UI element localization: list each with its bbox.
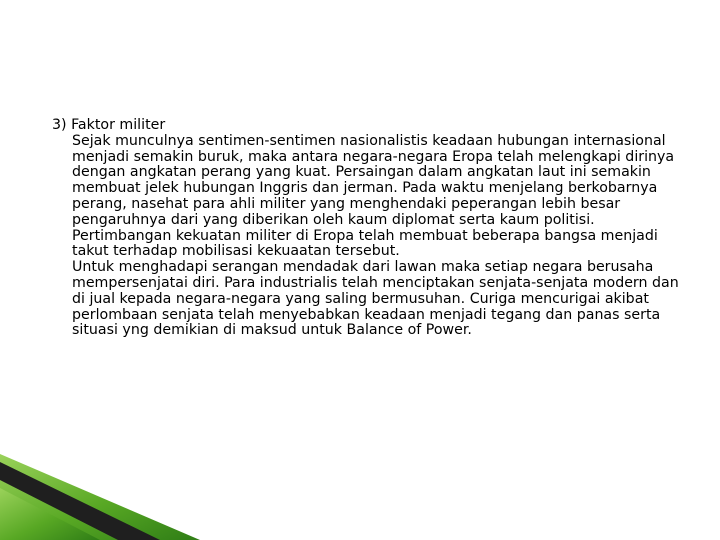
paragraph-2: Untuk menghadapi serangan mendadak dari lawan maka setiap negara berusaha mempersenjatai diri. Para industrialis telah menciptakan senjata-senjata modern dan di jual kepada negara-negara yang saling bermusuhan. Curiga mencurigai akibat perlombaan senjata telah menyebabkan keadaan menjadi tegang dan panas serta situasi yng demikian di maksud untuk Balance of Power.	[72, 259, 679, 339]
slide-text-block	[52, 118, 692, 339]
corner-decoration	[0, 440, 200, 540]
paragraph-1: Sejak munculnya sentimen-sentimen nasionalistis keadaan hubungan internasional menjadi semakin buruk, maka antara negara-negara Eropa telah melengkapi dirinya dengan angkatan perang yang kuat. Persaingan dalam angkatan laut ini semakin membuat jelek hubungan Inggris dan jerman. Pada waktu menjelang berkobarnya perang, nasehat para ahli militer yang menghendaki peperangan lebih besar pengaruhnya dari yang diberikan oleh kaum diplomat serta kaum politisi. Pertimbangan kekuatan militer di Eropa telah membuat beberapa bangsa menjadi takut terhadap mobilisasi kekuaatan tersebut.	[72, 132, 675, 260]
section-heading: 3) Faktor militer	[52, 117, 166, 133]
